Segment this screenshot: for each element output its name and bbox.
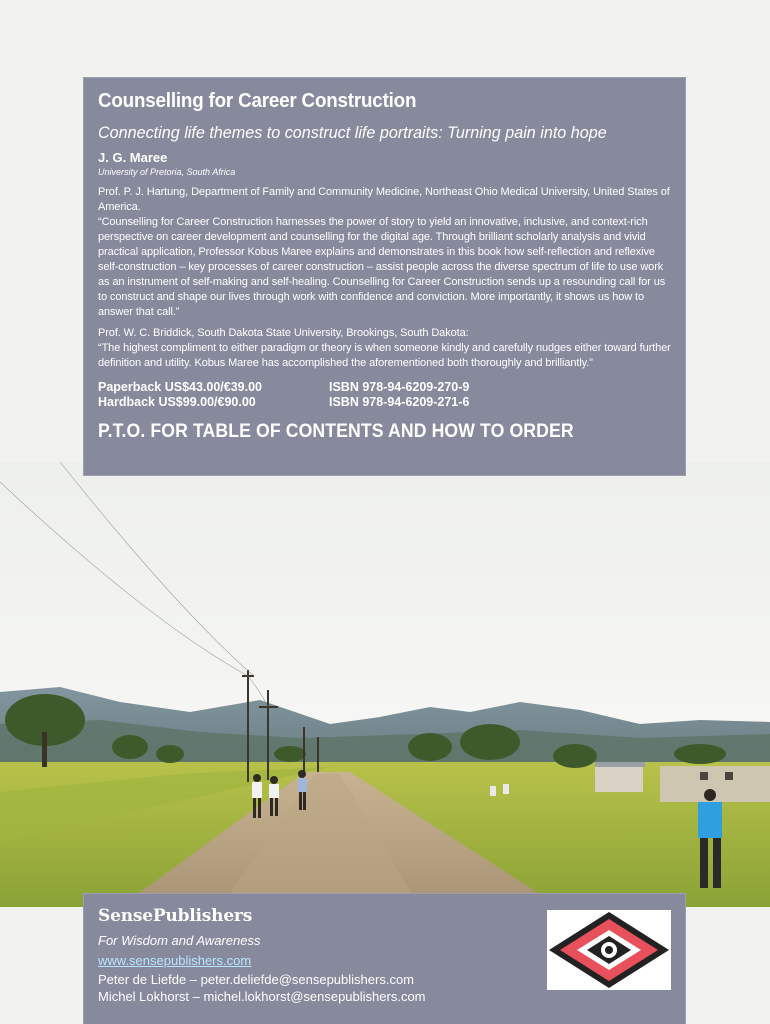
endorsement-quote: “The highest compliment to either paradigm or theory is when someone kindly and carefully nudges either toward further definition and utility. Kobus Maree has accomplished the aforementioned both thoroughly and brilliantly.” <box>98 342 671 369</box>
endorsement-source: Prof. P. J. Hartung, Department of Family and Community Medicine, Northeast Ohio Medical University, United States of America. <box>98 186 670 213</box>
endorsement-source: Prof. W. C. Briddick, South Dakota State University, Brookings, South Dakota: <box>98 327 469 339</box>
publisher-website-link[interactable]: www.sensepublishers.com <box>98 953 252 968</box>
paperback-isbn: ISBN 978-94-6209-270-9 <box>329 380 470 394</box>
hardback-isbn: ISBN 978-94-6209-271-6 <box>329 395 470 409</box>
publisher-name: SensePublishers <box>98 906 253 926</box>
endorsement-2 <box>98 326 671 371</box>
book-info-panel <box>83 77 686 476</box>
author-affiliation: University of Pretoria, South Africa <box>98 167 236 177</box>
pto-notice: P.T.O. FOR TABLE OF CONTENTS AND HOW TO ORDER <box>98 421 574 442</box>
publisher-panel <box>83 893 686 1024</box>
endorsement-quote: “Counselling for Career Construction harnesses the power of story to yield an innovative, inclusive, and context-rich perspective on career development and counselling for the digital age. Through brilliant scholarly analysis and vivid practical application, Professor Kobus Maree explains and demonstrates in this book how self-reflection and reflexive self-construction – key processes of career construction – assist people across the diverse spectrum of life to use work as an instrument of self-making and self-healing. Counselling for Career Construction sends up a resounding call for us to construct and shape our lives through work with confidence and conviction. More importantly, it shows us how to answer that call.” <box>98 216 666 318</box>
eye-diamond-logo-icon <box>547 910 671 990</box>
book-title: Counselling for Career Construction <box>98 90 417 112</box>
hardback-price: Hardback US$99.00/€90.00 <box>98 395 256 409</box>
publisher-tagline: For Wisdom and Awareness <box>98 933 261 948</box>
paperback-price: Paperback US$43.00/€39.00 <box>98 380 263 394</box>
landscape-photo <box>0 462 770 907</box>
pricing-block <box>98 380 671 410</box>
contact-michel: Michel Lokhorst – michel.lokhorst@sensepublishers.com <box>98 989 426 1004</box>
book-subtitle: Connecting life themes to construct life portraits: Turning pain into hope <box>98 123 607 142</box>
book-author: J. G. Maree <box>98 150 168 165</box>
endorsement-1 <box>98 185 671 320</box>
contact-peter: Peter de Liefde – peter.deliefde@sensepublishers.com <box>98 972 415 987</box>
